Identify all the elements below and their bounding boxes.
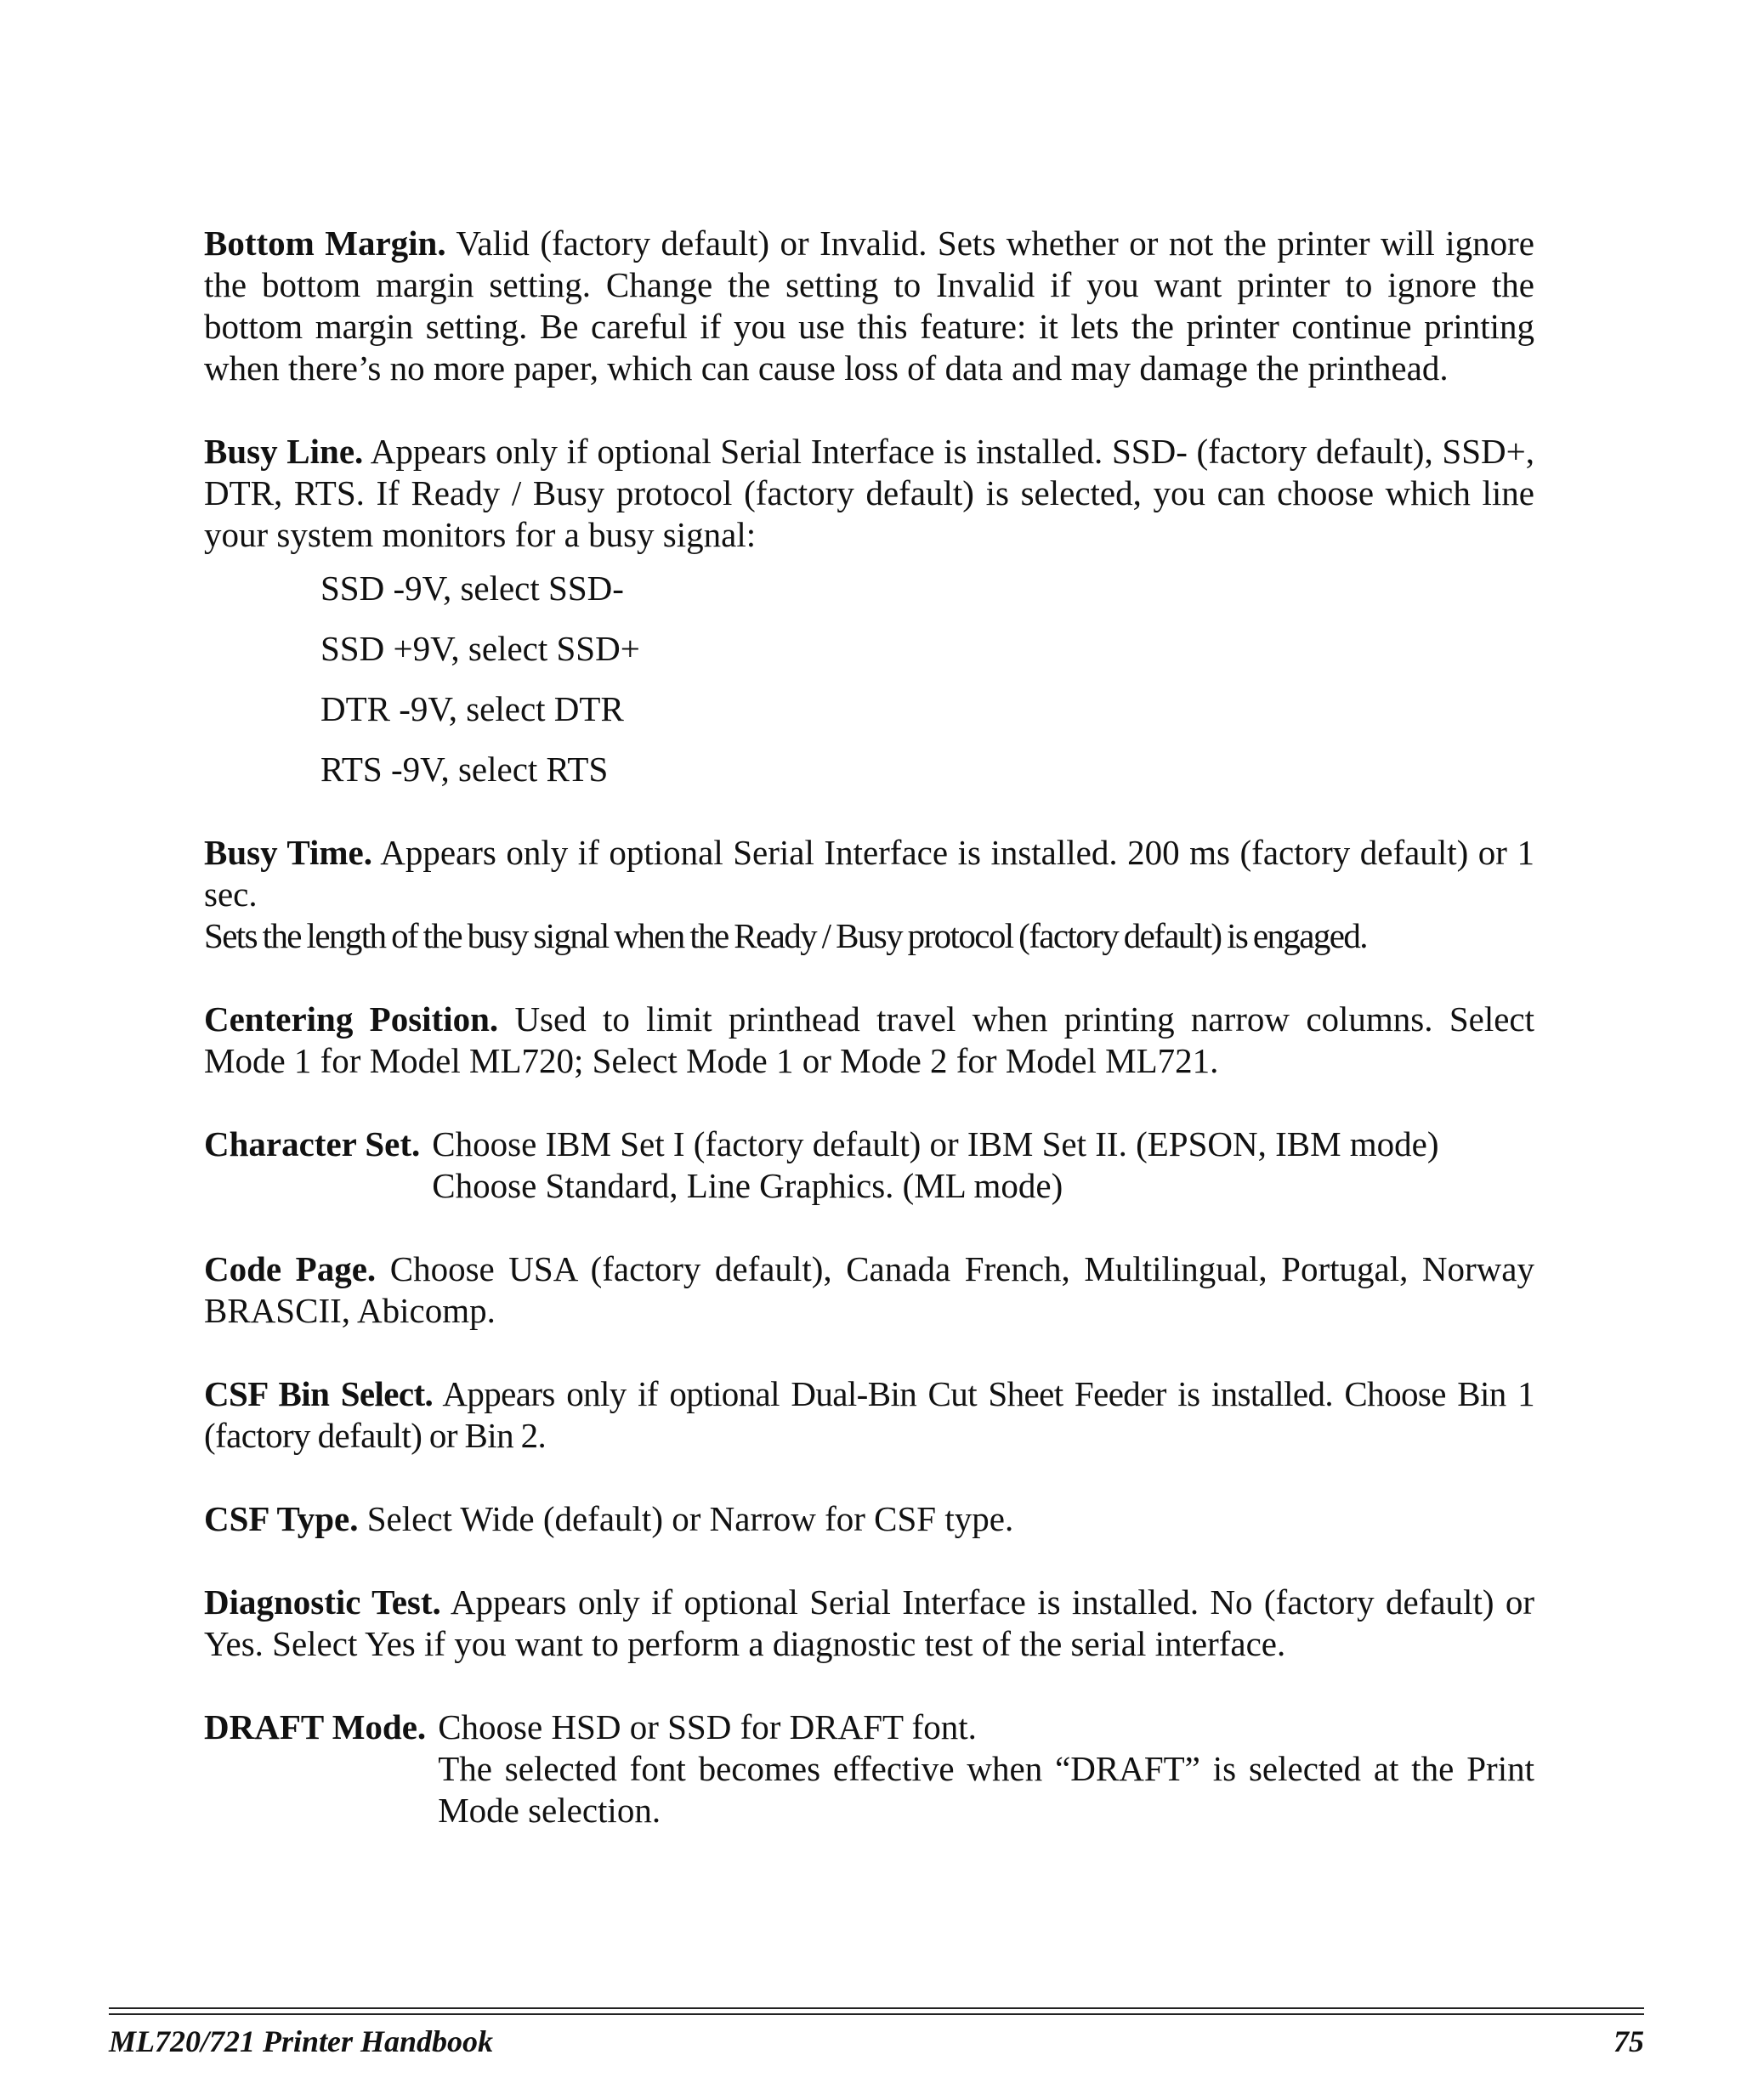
entry-text: Choose USA (factory default), Canada French, Multilingual, Portugal, Norway BRASCII, Abicomp.	[204, 1249, 1534, 1330]
entry-text-line: Choose Standard, Line Graphics. (ML mode)	[432, 1166, 1063, 1205]
entry-text-line: Choose IBM Set I (factory default) or IBM Set II. (EPSON, IBM mode)	[432, 1124, 1439, 1163]
entry-bottom-margin	[204, 223, 1534, 389]
busy-line-option: SSD -9V, select SSD-	[320, 569, 624, 608]
entry-text-line: The selected font becomes effective when “DRAFT” is selected at the Print Mode selection.	[438, 1749, 1534, 1830]
entry-diagnostic-test	[204, 1582, 1534, 1665]
entry-term: Bottom Margin.	[204, 224, 446, 263]
footer-rule	[109, 2013, 1644, 2015]
entry-centering-position	[204, 999, 1534, 1082]
page-footer	[109, 2024, 1644, 2059]
entry-busy-line	[204, 431, 1534, 556]
entry-text: Appears only if optional Serial Interface is installed. SSD- (factory default), SSD+, DTR, RTS. If Ready / Busy protocol (factory default) is selected, you can choose which line your system monitors for a busy signal:	[204, 432, 1534, 554]
footer-rule	[109, 2007, 1644, 2009]
entry-text: Appears only if optional Serial Interface is installed. 200 ms (factory default) or 1 sec.	[204, 833, 1534, 914]
entry-text: Appears only if optional Dual-Bin Cut Sheet Feeder is installed. Choose Bin 1 (factory default) or Bin 2.	[204, 1374, 1534, 1455]
entry-term: Busy Time.	[204, 833, 372, 872]
entry-character-set	[204, 1124, 1534, 1207]
entry-term: Character Set.	[204, 1124, 421, 1163]
busy-line-option: DTR -9V, select DTR	[320, 689, 624, 728]
entry-text: Select Wide (default) or Narrow for CSF type.	[366, 1499, 1014, 1538]
busy-line-option: RTS -9V, select RTS	[320, 750, 609, 789]
page-number: 75	[1613, 2024, 1644, 2058]
entry-draft-mode	[204, 1707, 1534, 1831]
entry-desc	[438, 1707, 1534, 1831]
entry-term: CSF Bin Select.	[204, 1374, 434, 1413]
entry-text-secondary: Sets the length of the busy signal when the Ready / Busy protocol (factory default) is engaged.	[204, 916, 1367, 955]
entry-code-page	[204, 1248, 1534, 1332]
entry-term: Diagnostic Test.	[204, 1582, 441, 1622]
entry-desc	[432, 1124, 1534, 1207]
page-content	[204, 223, 1534, 1873]
entry-term: Busy Line.	[204, 432, 364, 471]
entry-text: Appears only if optional Serial Interface is installed. No (factory default) or Yes. Select Yes if you want to perform a diagnostic test of the serial interface.	[204, 1582, 1535, 1663]
entry-term: CSF Type.	[204, 1499, 359, 1538]
entry-text-line: Choose HSD or SSD for DRAFT font.	[438, 1707, 977, 1746]
busy-line-options	[204, 568, 1534, 790]
footer-title: ML720/721 Printer Handbook	[109, 2024, 494, 2058]
entry-term: Centering Position.	[204, 999, 499, 1039]
entry-text: Used to limit printhead travel when printing narrow columns. Select Mode 1 for Model ML720; Select Mode 1 or Mode 2 for Model ML721.	[204, 999, 1534, 1080]
busy-line-option: SSD +9V, select SSD+	[320, 629, 640, 668]
entry-busy-time	[204, 832, 1534, 957]
entry-csf-bin-select	[204, 1373, 1534, 1457]
entry-csf-type	[204, 1498, 1534, 1540]
entry-term: Code Page.	[204, 1249, 377, 1288]
entry-term: DRAFT Mode.	[204, 1707, 427, 1746]
entry-text: Valid (factory default) or Invalid. Sets whether or not the printer will ignore the bottom margin setting. Change the setting to Invalid if you want printer to ignore the bottom margin setting. Be careful if you use this feature: it lets the printer continue printing when there’s no more paper, which can cause loss of data and may damage the printhead.	[204, 224, 1534, 388]
